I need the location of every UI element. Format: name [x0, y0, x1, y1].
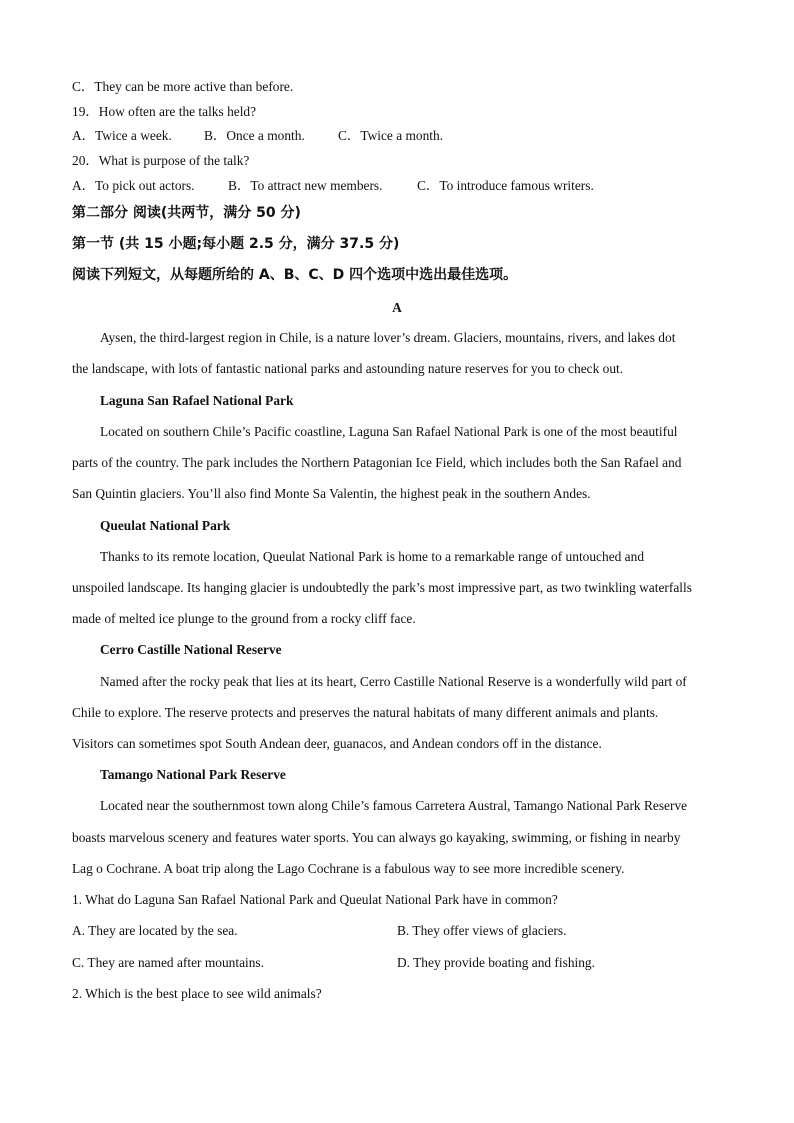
park-text-line: San Quintin glaciers. You’ll also find Monte Sa Valentin, the highest peak in the southern Andes. — [72, 486, 591, 501]
park-heading-laguna: Laguna San Rafael National Park — [100, 393, 294, 408]
q1-option-b: B. They offer views of glaciers. — [397, 923, 567, 938]
intro-line-2: the landscape, with lots of fantastic national parks and astounding nature reserves for you to check out. — [72, 361, 624, 376]
park-text-line: Lag o Cochrane. A boat trip along the Lago Cochrane is a fabulous way to see more incredible scenery. — [72, 861, 625, 876]
q19-option-a: A．Twice a week. — [72, 128, 172, 143]
q20-option-a: A．To pick out actors. — [72, 178, 195, 193]
park-heading-queulat: Queulat National Park — [100, 518, 231, 533]
park-text-line: Chile to explore. The reserve protects and preserves the natural habitats of many different animals and plants. — [72, 705, 659, 720]
q1-option-a: A. They are located by the sea. — [72, 923, 238, 938]
park-heading-cerro: Cerro Castille National Reserve — [100, 642, 282, 657]
park-heading-tamango: Tamango National Park Reserve — [100, 767, 286, 782]
q1-option-d: D. They provide boating and fishing. — [397, 955, 595, 970]
q19-question: 19．How often are the talks held? — [72, 104, 257, 119]
park-text-line: Located near the southernmost town along Chile’s famous Carretera Austral, Tamango National Park Reserve — [100, 798, 688, 813]
q20-option-c: C．To introduce famous writers. — [417, 178, 594, 193]
park-text-line: Named after the rocky peak that lies at its heart, Cerro Castille National Reserve is a wonderfully wild part of — [100, 674, 687, 689]
q2-question: 2. Which is the best place to see wild animals? — [72, 986, 322, 1001]
q18-option-c: C．They can be more active than before. — [72, 79, 294, 94]
q19-option-c: C．Twice a month. — [338, 128, 444, 143]
park-text-line: Visitors can sometimes spot South Andean deer, guanacos, and Andean condors off in the distance. — [72, 736, 602, 751]
part-title: 第二部分 阅读(共两节，满分 50 分) — [72, 205, 301, 221]
passage-letter: A — [392, 300, 402, 315]
q20-question: 20．What is purpose of the talk? — [72, 153, 250, 168]
park-text-line: boasts marvelous scenery and features water sports. You can always go kayaking, swimming, or fishing in nearby — [72, 830, 681, 845]
q19-options — [72, 128, 444, 144]
q1-option-c: C. They are named after mountains. — [72, 955, 264, 970]
intro-line-1: Aysen, the third-largest region in Chile, is a nature lover’s dream. Glaciers, mountains, rivers, and lakes dot — [100, 330, 676, 345]
q20-option-b: B．To attract new members. — [228, 178, 383, 193]
instructions: 阅读下列短文，从每题所给的 A、B、C、D 四个选项中选出最佳选项。 — [72, 267, 518, 283]
q20-options — [72, 178, 594, 194]
park-text-line: Thanks to its remote location, Queulat National Park is home to a remarkable range of untouched and — [100, 549, 645, 564]
q19-option-b: B．Once a month. — [204, 128, 305, 143]
park-text-line: unspoiled landscape. Its hanging glacier is undoubtedly the park’s most impressive part, as two twinkling waterfalls — [72, 580, 692, 595]
park-text-line: Located on southern Chile’s Pacific coastline, Laguna San Rafael National Park is one of the most beautiful — [100, 424, 678, 439]
park-text-line: parts of the country. The park includes the Northern Patagonian Ice Field, which includes both the San Rafael and — [72, 455, 682, 470]
section-title: 第一节 (共 15 小题;每小题 2.5 分，满分 37.5 分) — [72, 236, 400, 252]
q1-question: 1. What do Laguna San Rafael National Park and Queulat National Park have in common? — [72, 892, 558, 907]
park-text-line: made of melted ice plunge to the ground from a rocky cliff face. — [72, 611, 416, 626]
